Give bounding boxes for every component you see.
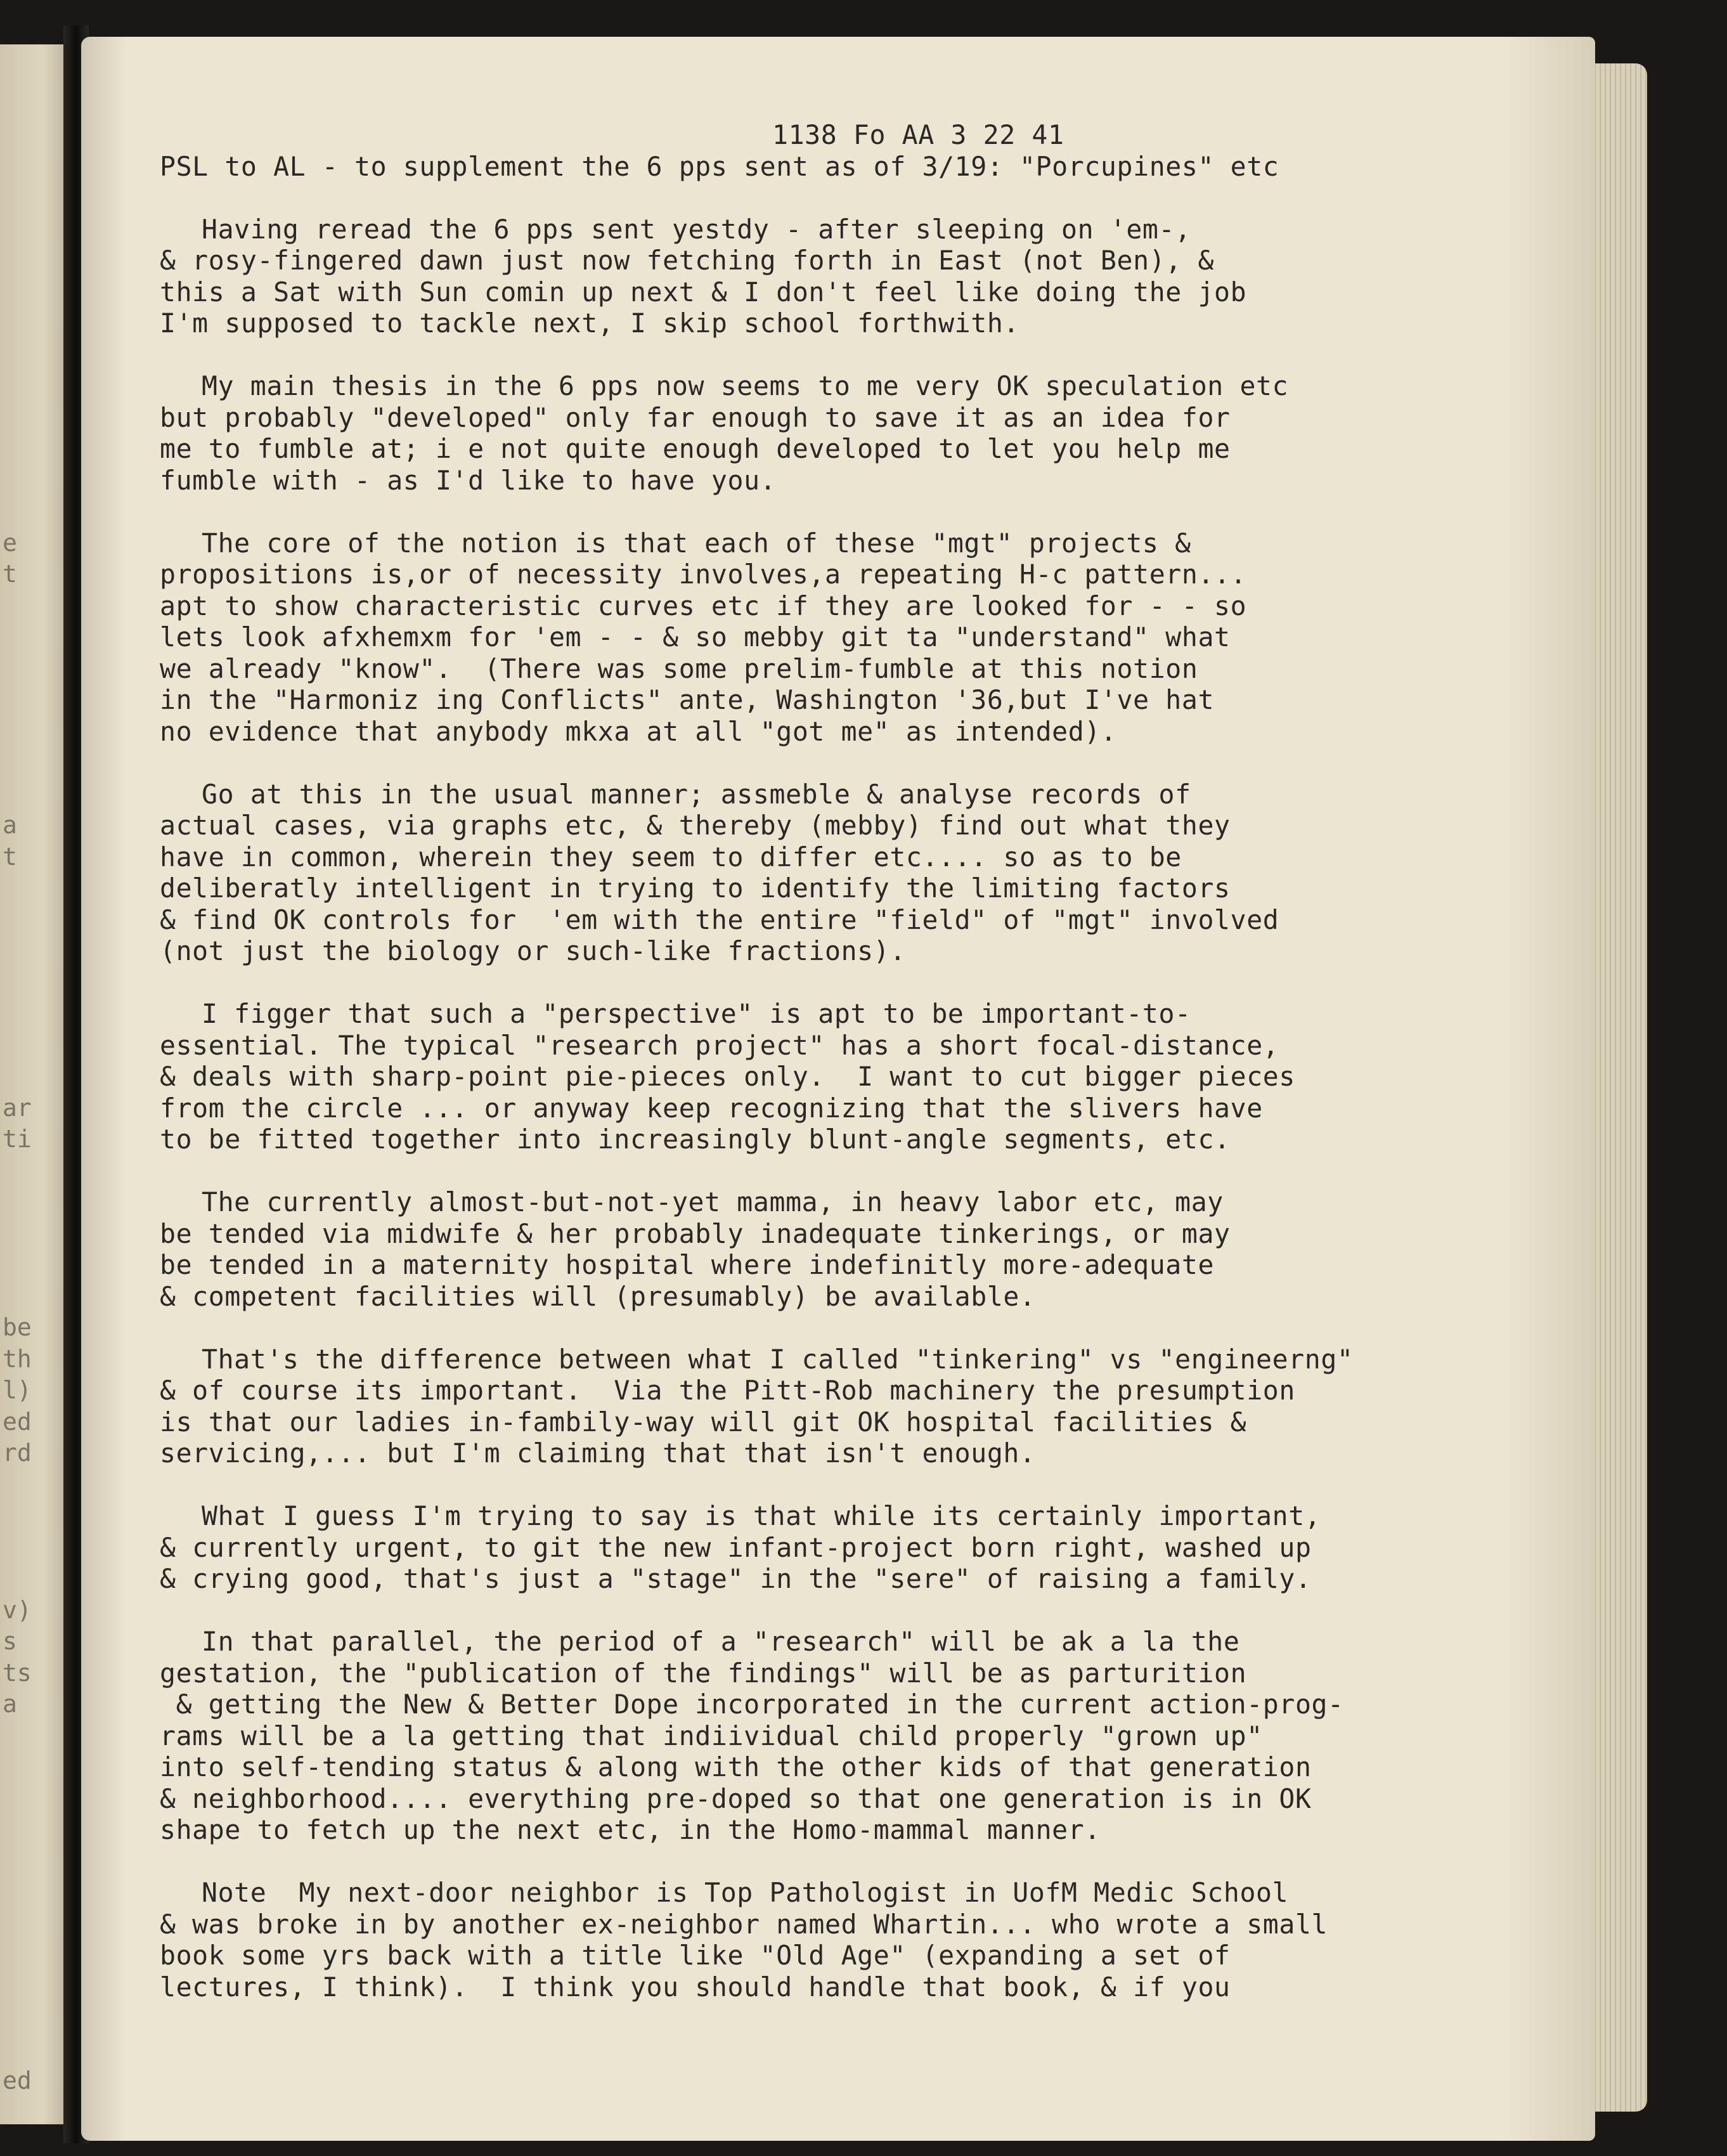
paragraph-gap (160, 182, 1542, 214)
left-page-fragment: s (3, 1627, 17, 1655)
paragraph-gap (160, 967, 1542, 999)
left-page-fragment: ed (3, 2067, 32, 2094)
text-line: Note My next-door neighbor is Top Pathologist in UofM Medic School (202, 1877, 1289, 1908)
text-line: Having reread the 6 pps sent yestdy - after sleeping on 'em-, (202, 213, 1191, 245)
text-line: lets look afxhemxm for 'em - - & so mebby git ta "understand" what (160, 621, 1231, 653)
text-line: (not just the biology or such-like fractions). (160, 935, 906, 966)
left-page-fragments (0, 44, 71, 2124)
letter-body (160, 151, 1542, 2003)
text-line: & neighborhood.... everything pre-doped so that one generation is in OK (160, 1783, 1312, 1814)
text-line: book some yrs back with a title like "Old Age" (expanding a set of (160, 1940, 1231, 1971)
left-page-fragment: v) (3, 1595, 32, 1624)
text-line: fumble with - as I'd like to have you. (160, 464, 777, 496)
text-line: this a Sat with Sun comin up next & I don't feel like doing the job (160, 276, 1247, 308)
text-line: I figger that such a "perspective" is apt to be important-to- (202, 998, 1191, 1029)
text-line: be tended via midwife & her probably inadequate tinkerings, or may (160, 1218, 1231, 1249)
paragraph-gap (160, 1155, 1542, 1187)
text-line: in the "Harmoniz ing Conflicts" ante, Washington '36,but I've hat (160, 684, 1215, 715)
left-page-fragment: rd (3, 1439, 32, 1467)
paragraph-gap (160, 1312, 1542, 1344)
text-line: propositions is,or of necessity involves,a repeating H-c pattern... (160, 559, 1247, 590)
text-line: & crying good, that's just a "stage" in the "sere" of raising a family. (160, 1563, 1312, 1594)
paragraph-gap (160, 496, 1542, 528)
paragraph-gap (160, 1595, 1542, 1627)
text-line: have in common, wherein they seem to differ etc.... so as to be (160, 841, 1182, 873)
left-page-fragment: ti (3, 1125, 32, 1153)
text-line: I'm supposed to tackle next, I skip school forthwith. (160, 308, 1020, 339)
text-line: That's the difference between what I called "tinkering" vs "engineerng" (202, 1343, 1354, 1375)
left-page-fragment: t (3, 560, 17, 588)
text-line: Go at this in the usual manner; assmeble & analyse records of (202, 778, 1191, 810)
left-page-fragment: ed (3, 1407, 32, 1436)
text-line: deliberatly intelligent in trying to identify the limiting factors (160, 873, 1231, 904)
text-line: me to fumble at; i e not quite enough developed to let you help me (160, 433, 1231, 464)
paragraph-gap (160, 1846, 1542, 1878)
text-line: The core of the notion is that each of these "mgt" projects & (202, 527, 1191, 559)
typed-letter-text (160, 119, 1542, 2003)
text-line: we already "know". (There was some prelim-fumble at this notion (160, 653, 1198, 684)
text-line: & was broke in by another ex-neighbor named Whartin... who wrote a small (160, 1908, 1328, 1940)
left-page-fragment: t (3, 842, 17, 871)
text-line: rams will be a la getting that indiividual child properly "grown up" (160, 1720, 1263, 1751)
paragraph-gap (160, 1469, 1542, 1501)
left-page-fragment: ar (3, 1093, 32, 1122)
page-stack-edge (1591, 63, 1647, 2112)
left-page-fragment: th (3, 1344, 32, 1373)
text-line: & of course its important. Via the Pitt-Rob machinery the presumption (160, 1375, 1295, 1406)
text-line: & currently urgent, to git the new infant-project born right, washed up (160, 1531, 1312, 1563)
text-line: shape to fetch up the next etc, in the Homo-mammal manner. (160, 1814, 1101, 1845)
text-line: no evidence that anybody mkxa at all "got me" as intended). (160, 715, 1117, 747)
text-line: & getting the New & Better Dope incorporated in the current action-prog- (160, 1689, 1344, 1720)
text-line: & rosy-fingered dawn just now fetching forth in East (not Ben), & (160, 245, 1215, 276)
paragraph-gap (160, 339, 1542, 371)
left-page-fragment: a (3, 1690, 17, 1718)
text-line: essential. The typical "research project" has a short focal-distance, (160, 1029, 1279, 1061)
text-line: The currently almost-but-not-yet mamma, in heavy labor etc, may (202, 1186, 1224, 1218)
text-line: PSL to AL - to supplement the 6 pps sent as of 3/19: "Porcupines" etc (160, 150, 1279, 182)
text-line: into self-tending status & along with the other kids of that generation (160, 1751, 1312, 1783)
paragraph-gap (160, 747, 1542, 779)
left-page-fragment: e (3, 528, 17, 557)
text-line: My main thesis in the 6 pps now seems to me very OK speculation etc (202, 370, 1289, 401)
text-line: is that our ladies in-fambily-way will git OK hospital facilities & (160, 1406, 1247, 1438)
text-line: & competent facilities will (presumably) be available. (160, 1280, 1036, 1312)
left-page-fragment: l) (3, 1376, 32, 1404)
text-line: to be fitted together into increasingly blunt-angle segments, etc. (160, 1124, 1231, 1155)
text-line: & deals with sharp-point pie-pieces only. I want to cut bigger pieces (160, 1061, 1295, 1092)
left-page-fragment: a (3, 811, 17, 839)
text-line: & find OK controls for 'em with the entire "field" of "mgt" involved (160, 904, 1279, 935)
text-line: gestation, the "publication of the findings" will be as parturition (160, 1657, 1247, 1689)
text-line: but probably "developed" only far enough to save it as an idea for (160, 401, 1231, 433)
text-line: be tended in a maternity hospital where indefinitly more-adequate (160, 1249, 1215, 1280)
left-page-fragment: be (3, 1313, 32, 1341)
left-page-fragment: ts (3, 1658, 32, 1687)
text-line: actual cases, via graphs etc, & thereby (mebby) find out what they (160, 810, 1231, 841)
page-header: 1138 Fo AA 3 22 41 (772, 119, 1064, 150)
text-line: In that parallel, the period of a "research" will be ak a la the (202, 1626, 1240, 1657)
text-line: What I guess I'm trying to say is that while its certainly important, (202, 1500, 1321, 1531)
text-line: apt to show characteristic curves etc if they are looked for - - so (160, 590, 1247, 621)
text-line: servicing,... but I'm claiming that that isn't enough. (160, 1438, 1036, 1469)
text-line: lectures, I think). I think you should handle that book, & if you (160, 1971, 1231, 2003)
text-line: from the circle ... or anyway keep recognizing that the slivers have (160, 1092, 1263, 1124)
